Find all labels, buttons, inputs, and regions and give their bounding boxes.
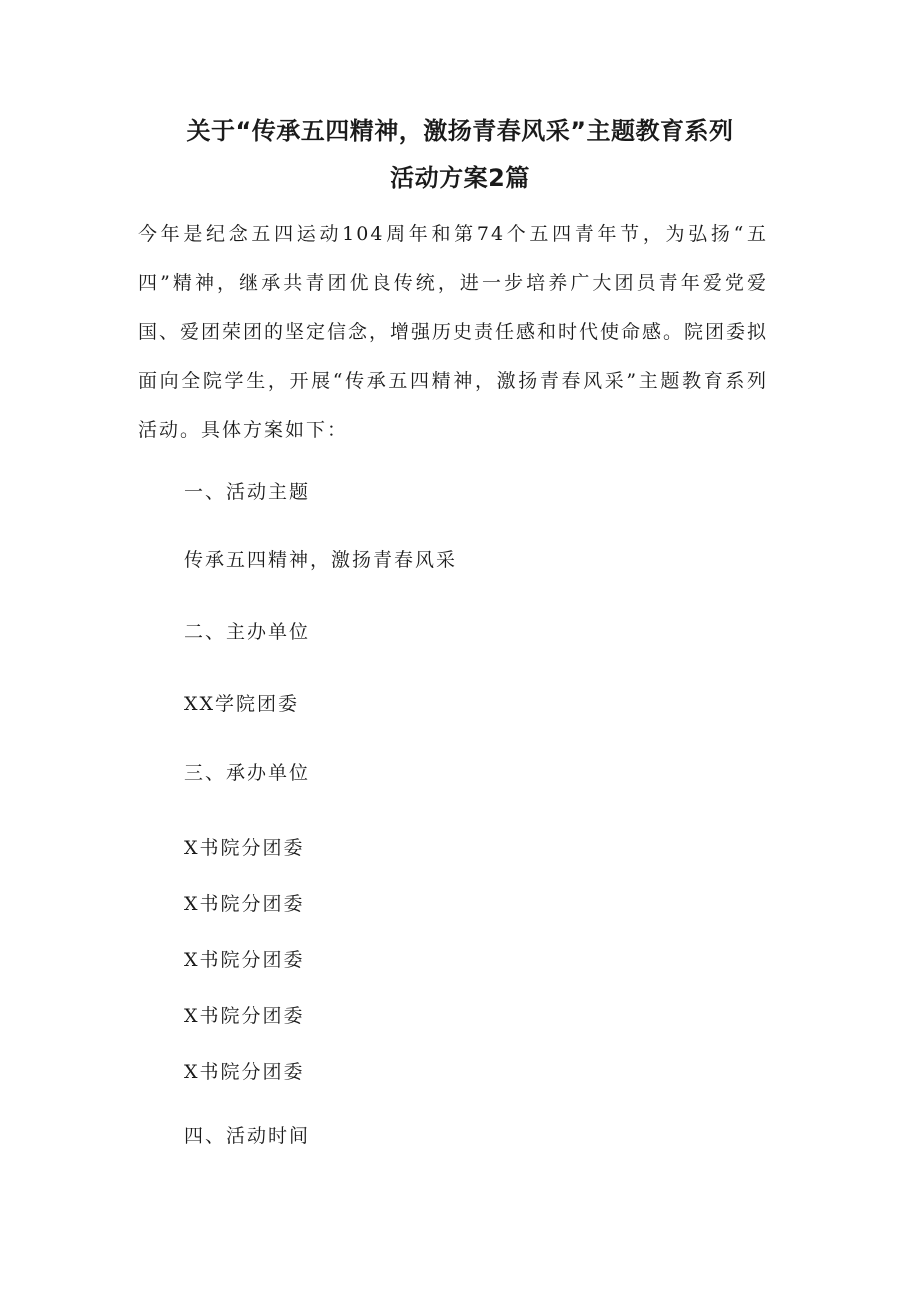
section3-item: X书院分团委: [184, 949, 305, 971]
section3-item: X书院分团委: [184, 893, 305, 915]
section3-heading: 三、承办单位: [184, 762, 311, 784]
section3-item: X书院分团委: [184, 1061, 305, 1083]
section2-heading: 二、主办单位: [184, 621, 311, 643]
section1-content: 传承五四精神，激扬青春风采: [184, 549, 458, 571]
section4-heading: 四、活动时间: [184, 1125, 311, 1147]
section3-item: X书院分团委: [184, 1005, 305, 1027]
intro-paragraph: 今年是纪念五四运动104周年和第74个五四青年节，为弘扬“五四”精神，继承共青团优良传统，进一步培养广大团员青年爱党爱国、爱团荣团的坚定信念，增强历史责任感和时代使命感。院团委拟面向全院学生，开展“传承五四精神，激扬青春风采”主题教育系列活动。具体方案如下：: [138, 223, 769, 441]
document-title-line2: 活动方案2篇: [390, 164, 530, 192]
section1-heading: 一、活动主题: [184, 481, 311, 503]
section3-item: X书院分团委: [184, 837, 305, 859]
document-title-line1: 关于“传承五四精神，激扬青春风采”主题教育系列: [186, 117, 734, 145]
section2-content: XX学院团委: [184, 693, 300, 715]
